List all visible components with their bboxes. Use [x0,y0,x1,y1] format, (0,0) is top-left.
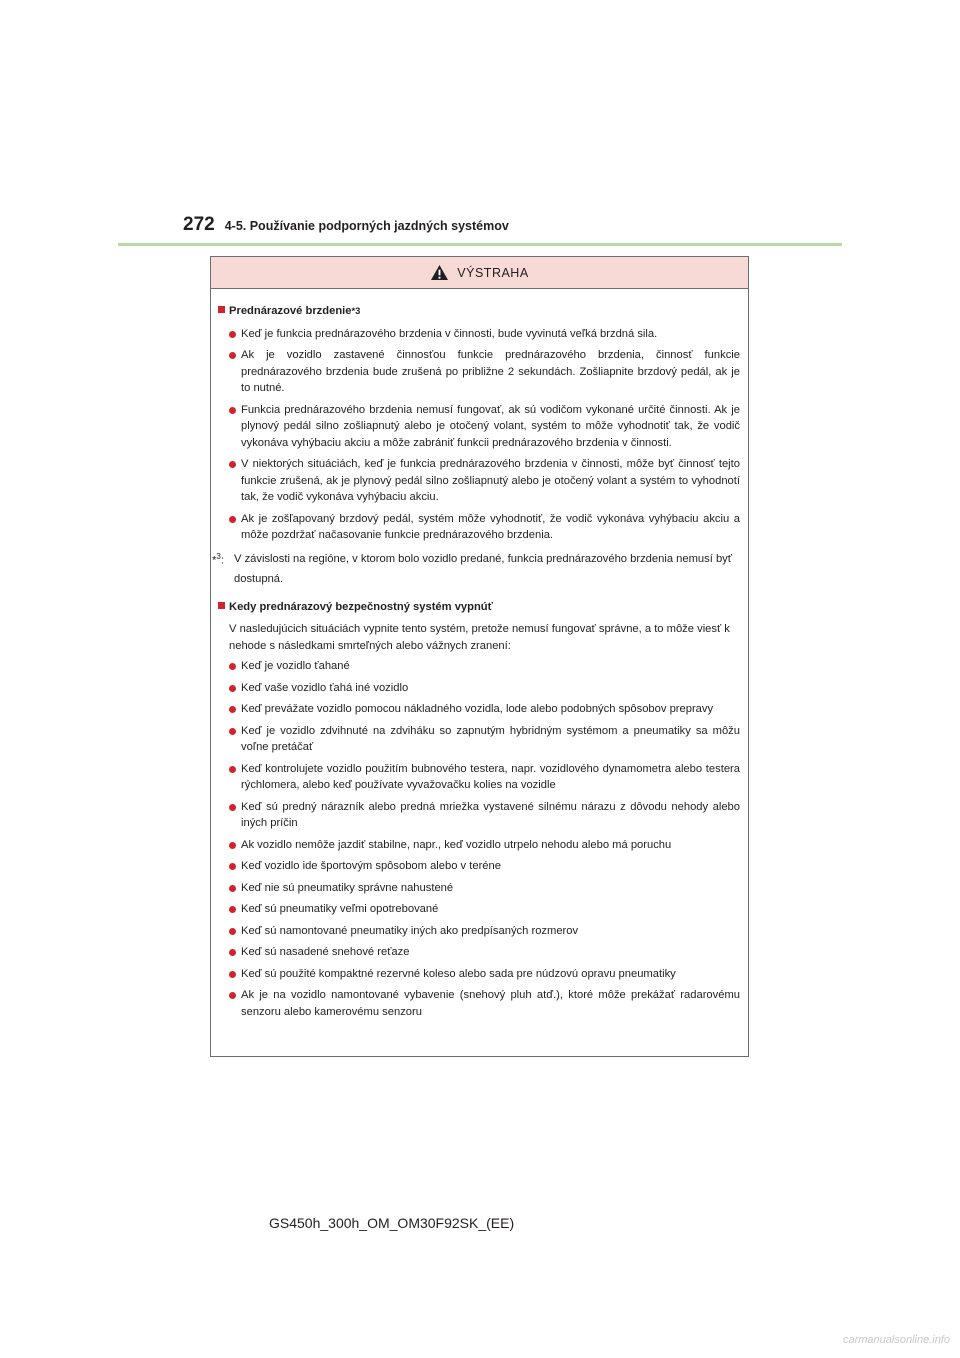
footnote [212,549,740,589]
footnote-text: V závislosti na regióne, v ktorom bolo vozidlo predané, funkcia prednárazového brzdenia nemusí byť dostupná. [234,552,732,585]
list-item: Funkcia prednárazového brzdenia nemusí fungovať, ak sú vodičom vykonané určité činnosti. Ak je plynový pedál silno zošliapnutý alebo je otočený volant, systém to môže vyhodnotiť tak, že vodič vykonáva vyhýbaciu akciu a môže zabrániť funkcii prednárazového brzdenia v činnosti. [229,402,740,452]
bullet-dot-icon [229,331,236,338]
list-item: Keď sú namontované pneumatiky iných ako predpísaných rozmerov [229,923,740,940]
list-item: Ak je vozidlo zastavené činnosťou funkcie prednárazového brzdenia, činnosť funkcie prednárazového brzdenia bude zrušená po približne 2 sekundách. Zošliapnite brzdový pedál, ak je to nutné. [229,347,740,397]
page-header [183,214,509,236]
page-number: 272 [183,214,215,235]
document-code: GS450h_300h_OM_OM30F92SK_(EE) [269,1215,515,1231]
footnote-ref: *3 [351,306,361,316]
bullet-dot-icon [229,685,236,692]
list-item: Keď je vozidlo zdvihnuté na zdviháku so zapnutým hybridným systémom a pneumatiky sa môžu voľne pretáčať [229,723,740,756]
watermark: carmanualsonline.info [842,1334,950,1346]
bullet-dot-icon [229,928,236,935]
bullet-dot-icon [229,842,236,849]
list-item: Keď vozidlo ide športovým spôsobom alebo v teréne [229,858,740,875]
warning-title: VÝSTRAHA [457,265,529,280]
list-item: Keď sú predný nárazník alebo predná mriežka vystavené silnému nárazu z dôvodu nehody alebo iných príčin [229,799,740,832]
section-heading: Prednárazové brzdenie *3 [218,303,740,320]
bullet-dot-icon [229,407,236,414]
list-item: Keď je funkcia prednárazového brzdenia v činnosti, bude vyvinutá veľká brzdná sila. [229,326,740,343]
bullet-dot-icon [229,728,236,735]
bullet-dot-icon [229,706,236,713]
bullet-dot-icon [229,863,236,870]
bullet-dot-icon [229,804,236,811]
list-item: Ak je na vozidlo namontované vybavenie (snehový pluh atď.), ktoré môže prekážať radarovému senzoru alebo kamerovému senzoru [229,987,740,1020]
bullet-dot-icon [229,949,236,956]
header-divider [118,243,842,246]
list-item: Keď sú nasadené snehové reťaze [229,944,740,961]
list-item: Keď vaše vozidlo ťahá iné vozidlo [229,680,740,697]
warning-box [210,256,749,1057]
list-item: V niektorých situáciách, keď je funkcia prednárazového brzdenia v činnosti, môže byť činnosť tejto funkcie zrušená, ak je plynový pedál silno zošliapnutý alebo je otočený volant a systém to vyhodnotí tak, že vodič vykonáva vyhýbaciu akciu. [229,456,740,506]
footnote-mark: *$^3$: [212,551,224,567]
bullet-dot-icon [229,352,236,359]
list-item: Keď prevážate vozidlo pomocou nákladného vozidla, lode alebo podobných spôsobov prepravy [229,701,740,718]
intro-paragraph: V nasledujúcich situáciách vypnite tento systém, pretože nemusí fungovať správne, a to môže viesť k nehode s následkami smrteľných alebo vážnych zranení: [229,623,730,652]
list-item: Keď sú použité kompaktné rezervné koleso alebo sada pre núdzovú opravu pneumatiky [229,966,740,983]
list-item: Keď je vozidlo ťahané [229,658,740,675]
list-item: Ak vozidlo nemôže jazdiť stabilne, napr., keď vozidlo utrpelo nehodu alebo má poruchu [229,837,740,854]
warning-content [211,289,748,1020]
red-square-marker-icon [218,602,225,609]
bullet-dot-icon [229,766,236,773]
list-item: Ak je zošľapovaný brzdový pedál, systém môže vyhodnotiť, že vodič vykonáva vyhýbaciu akciu a môže pozdržať načasovanie funkcie prednárazového brzdenia. [229,511,740,544]
bullet-dot-icon [229,906,236,913]
section-title: 4-5. Používanie podporných jazdných systémov [224,219,509,233]
warning-triangle-icon [430,264,449,281]
list-item: Keď kontrolujete vozidlo použitím bubnového testera, napr. vozidlového dynamometra alebo testera rýchlomera, alebo keď používate vyvažovačku kolies na vozidle [229,761,740,794]
bullet-dot-icon [229,516,236,523]
red-square-marker-icon [218,306,225,313]
warning-header [211,257,748,289]
bullet-dot-icon [229,663,236,670]
section-heading: Kedy prednárazový bezpečnostný systém vypnúť [218,599,740,616]
bullet-dot-icon [229,992,236,999]
bullet-dot-icon [229,971,236,978]
bullet-dot-icon [229,885,236,892]
list-item: Keď sú pneumatiky veľmi opotrebované [229,901,740,918]
list-item: Keď nie sú pneumatiky správne nahustené [229,880,740,897]
bullet-dot-icon [229,461,236,468]
